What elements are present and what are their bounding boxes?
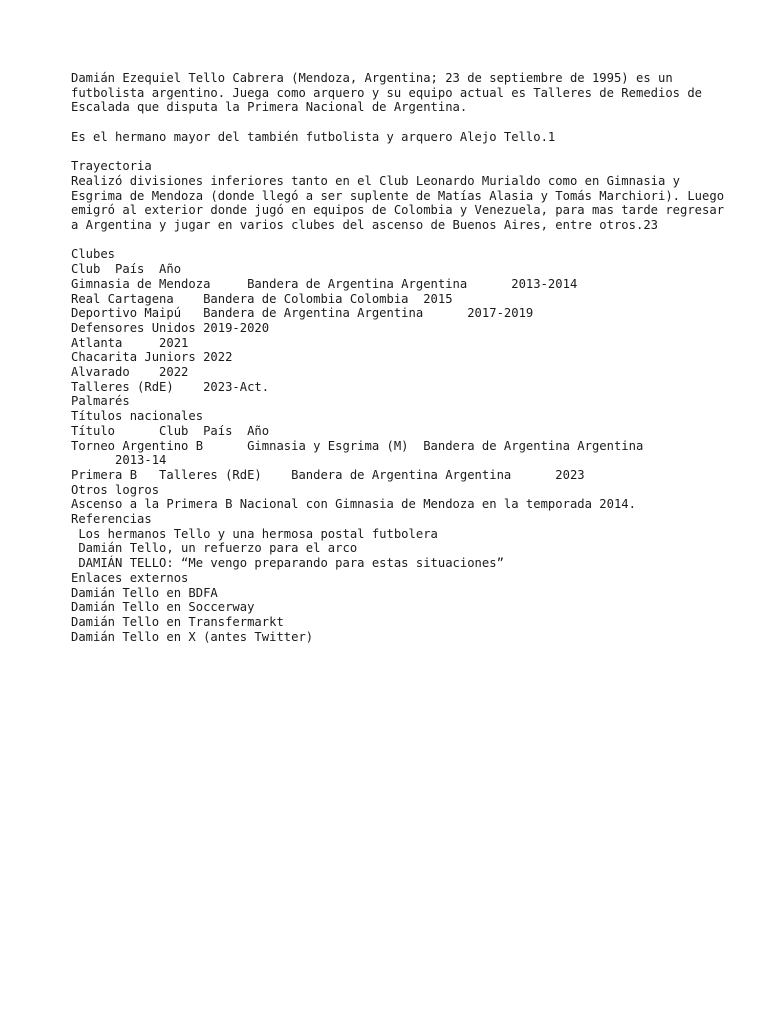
trayectoria-text: Realizó divisiones inferiores tanto en el Club Leonardo Murialdo como en Gimnasia y Esgrima de Mendoza (donde llegó a ser suplente de Matías Alasia y Tomás Marchiori). Luego emigró al exterior donde jugó en equipos de Colombia y Venezuela, para mas tarde regresar a Argentina y jugar en varios clubes del ascenso de Buenos Aires, entre otros.23 (71, 173, 725, 232)
clubes-row: Real Cartagena Bandera de Colombia Colombia 2015 (71, 291, 453, 306)
titulos-table-header: Título Club País Año (71, 423, 270, 438)
clubes-row: Deportivo Maipú Bandera de Argentina Argentina 2017-2019 (71, 306, 534, 321)
trayectoria-heading: Trayectoria (71, 159, 152, 174)
referencia-item[interactable]: DAMIÁN TELLO: “Me vengo preparando para estas situaciones” (71, 556, 504, 571)
intro-paragraph: Damián Ezequiel Tello Cabrera (Mendoza, Argentina; 23 de septiembre de 1995) es un futbolista argentino. Juega como arquero y su equipo actual es Talleres de Remedios de Escalada que disputa la Primera Nacional de Argentina. (71, 71, 703, 115)
spacer (71, 145, 731, 160)
referencias-heading: Referencias (71, 512, 152, 527)
clubes-table-header: Club País Año (71, 262, 182, 277)
intro-brother-paragraph: Es el hermano mayor del también futbolista y arquero Alejo Tello.1 (71, 129, 556, 144)
otros-logros-text: Ascenso a la Primera B Nacional con Gimnasia de Mendoza en la temporada 2014. (71, 497, 636, 512)
clubes-row: Alvarado 2022 (71, 365, 189, 380)
clubes-row: Gimnasia de Mendoza Bandera de Argentina Argentina 2013-2014 (71, 276, 578, 291)
clubes-heading: Clubes (71, 247, 116, 262)
titulos-row: Primera B Talleres (RdE) Bandera de Argentina Argentina 2023 (71, 467, 585, 482)
palmares-heading: Palmarés (71, 394, 130, 409)
otros-logros-heading: Otros logros (71, 482, 160, 497)
enlace-item[interactable]: Damián Tello en X (antes Twitter) (71, 629, 314, 644)
titulos-row-continuation: 2013-14 (71, 453, 167, 468)
document-page (71, 71, 731, 644)
clubes-row: Chacarita Juniors 2022 (71, 350, 233, 365)
enlace-item[interactable]: Damián Tello en BDFA (71, 585, 218, 600)
clubes-row: Defensores Unidos 2019-2020 (71, 320, 270, 335)
clubes-row: Atlanta 2021 (71, 335, 189, 350)
clubes-row: Talleres (RdE) 2023-Act. (71, 379, 270, 394)
referencia-item[interactable]: Damián Tello, un refuerzo para el arco (71, 541, 358, 556)
titulos-row: Torneo Argentino B Gimnasia y Esgrima (M) Bandera de Argentina Argentina (71, 438, 644, 453)
enlace-item[interactable]: Damián Tello en Transfermarkt (71, 614, 284, 629)
spacer (71, 233, 731, 248)
enlace-item[interactable]: Damián Tello en Soccerway (71, 600, 255, 615)
enlaces-externos-heading: Enlaces externos (71, 570, 189, 585)
titulos-nacionales-heading: Títulos nacionales (71, 409, 204, 424)
spacer (71, 115, 731, 130)
referencia-item[interactable]: Los hermanos Tello y una hermosa postal futbolera (71, 526, 438, 541)
